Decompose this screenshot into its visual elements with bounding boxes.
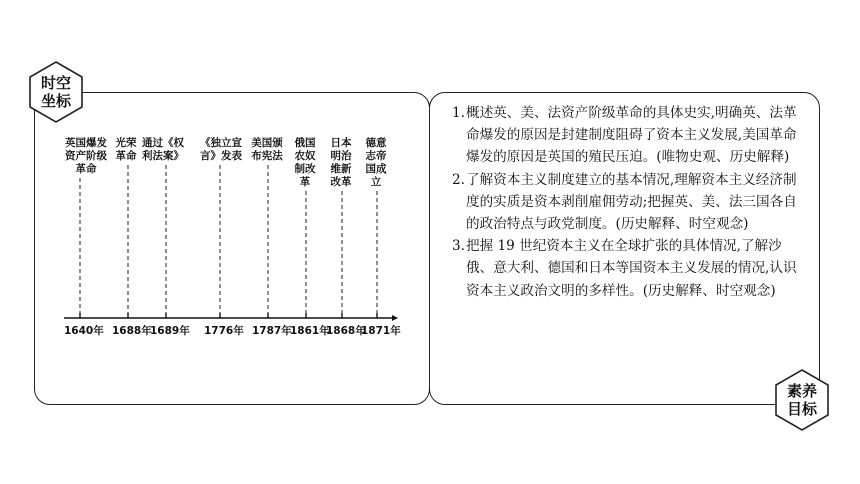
objective-number: 2. xyxy=(452,171,465,188)
year-label: 1640年 xyxy=(64,325,104,337)
objective-item-2 xyxy=(452,169,808,236)
year-label: 1787年 xyxy=(252,325,292,337)
event-label: 英国爆发 资产阶级 革命 xyxy=(65,137,107,175)
badge-line: 时空 xyxy=(40,74,71,92)
year-label: 1871年 xyxy=(361,325,401,337)
year-label: 1688年 xyxy=(112,325,152,337)
event-label: 日本 明治 维新 改革 xyxy=(330,137,352,188)
year-label: 1689年 xyxy=(150,325,190,337)
objective-number: 1. xyxy=(452,105,465,121)
badge-line: 坐标 xyxy=(40,92,71,110)
year-label: 1861年 xyxy=(290,325,330,337)
objective-text: 把握 19 世纪资本主义在全球扩张的具体情况,了解沙俄、意大利、德国和日本等国资本主义发展的情况,认识资本主义政治文明的多样性。(历史解释、时空观念) xyxy=(466,238,797,299)
objectives-list xyxy=(452,102,808,302)
badge-line: 素养 xyxy=(786,382,817,400)
badge-line: 目标 xyxy=(786,400,817,418)
axis-arrow-icon xyxy=(392,315,398,321)
literacy-goal-badge xyxy=(774,368,830,432)
objective-item-1 xyxy=(452,102,808,169)
objective-text: 概述英、美、法资产阶级革命的具体史实,明确英、法革命爆发的原因是封建制度阻碍了资本主义发展,美国革命爆发的原因是英国的殖民压迫。(唯物史观、历史解释) xyxy=(466,105,797,166)
event-label: 美国颁 布宪法 xyxy=(251,137,283,162)
event-label: 《独立宣 言》发表 xyxy=(200,137,242,162)
year-label: 1868年 xyxy=(326,325,366,337)
objective-item-3 xyxy=(452,235,808,302)
year-label: 1776年 xyxy=(204,325,244,337)
event-label: 德意 志帝 国成 立 xyxy=(365,137,387,188)
objective-number: 3. xyxy=(452,238,465,255)
objective-text: 了解资本主义制度建立的基本情况,理解资本主义经济制度的实质是资本剥削雇佣劳动;把握英、美、法三国各自的政治特点与政党制度。(历史解释、时空观念) xyxy=(466,171,797,233)
event-label: 通过《权 利法案》 xyxy=(142,137,184,162)
spacetime-badge xyxy=(28,60,84,124)
event-label: 光荣 革命 xyxy=(115,137,137,162)
event-label: 俄国 农奴 制改 革 xyxy=(294,137,316,188)
